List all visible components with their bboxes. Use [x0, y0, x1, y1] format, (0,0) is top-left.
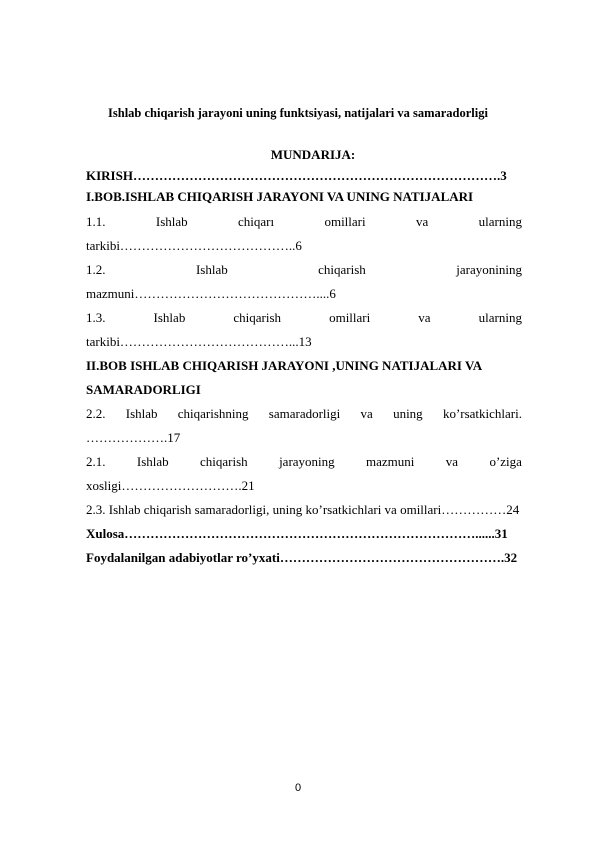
- toc-entry-1-3-cont: tarkibi…………………………………...13: [86, 334, 312, 349]
- toc-word: va: [445, 454, 459, 469]
- toc-chapter-2: II.BOB ISHLAB CHIQARISH JARAYONI ,UNING NATIJALARI VA: [86, 358, 483, 373]
- toc-word: 1.2.: [86, 262, 106, 277]
- toc-word: ularning: [478, 310, 522, 325]
- toc-word: Ishlab: [153, 310, 186, 325]
- toc-word: 1.1.: [86, 214, 106, 229]
- toc-word: Ishlab: [125, 406, 158, 421]
- toc-word: chiqarishning: [177, 406, 249, 421]
- toc-entry-2-2: [86, 405, 522, 423]
- toc-word: 2.2.: [86, 406, 106, 421]
- toc-word: jarayoning: [279, 454, 335, 469]
- toc-word: samaradorligi: [268, 406, 341, 421]
- toc-word: chiqarish: [200, 454, 248, 469]
- toc-word: o’ziga: [489, 454, 522, 469]
- toc-entry-1-1: [86, 213, 522, 231]
- toc-entry-2-2-cont: ……………….17: [86, 430, 181, 445]
- toc-chapter-2-cont: SAMARADORLIGI: [86, 382, 201, 397]
- toc-entry-2-1: [86, 453, 522, 471]
- toc-entry-1-1-cont: tarkibi…………………………………..6: [86, 238, 302, 253]
- toc-word: omillari: [329, 310, 371, 325]
- toc-word: chiqarı: [238, 214, 275, 229]
- toc-chapter-1: I.BOB.ISHLAB CHIQARISH JARAYONI VA UNING NATIJALARI: [86, 189, 474, 204]
- toc-word: omillari: [324, 214, 366, 229]
- toc-word: Ishlab: [155, 214, 188, 229]
- toc-word: 1.3.: [86, 310, 106, 325]
- toc-entry-conclusion: Xulosa………………………………………………………………………......31: [86, 526, 508, 541]
- toc-word: chiqarish: [233, 310, 282, 325]
- toc-word: va: [415, 214, 429, 229]
- toc-entry-1-2-cont: mazmuni……………………………………....6: [86, 286, 336, 301]
- toc-word: va: [418, 310, 431, 325]
- toc-word: va: [360, 406, 373, 421]
- toc-heading: MUNDARIJA:: [270, 147, 356, 162]
- toc-word: Ishlab: [195, 262, 228, 277]
- toc-entry-1-2: [86, 261, 522, 279]
- toc-entry-intro: KIRISH………………………………………………………………………….3: [86, 168, 507, 183]
- toc-entry-2-3: 2.3. Ishlab chiqarish samaradorligi, uning ko’rsatkichlari va omillari……………24: [86, 502, 520, 517]
- toc-word: Ishlab: [136, 454, 169, 469]
- document-title: Ishlab chiqarish jarayoni uning funktsiyasi, natijalari va samaradorligi: [108, 106, 488, 120]
- toc-word: ularning: [478, 214, 522, 229]
- toc-word: 2.1.: [86, 454, 106, 469]
- toc-word: uning: [393, 406, 423, 421]
- toc-word: jarayonining: [456, 262, 522, 277]
- toc-entry-1-3: [86, 309, 522, 327]
- toc-entry-2-1-cont: xosligi……………………….21: [86, 478, 255, 493]
- page-number: 0: [294, 782, 302, 794]
- toc-word: mazmuni: [366, 454, 415, 469]
- toc-word: chiqarish: [318, 262, 366, 277]
- toc-entry-references: Foydalanilgan adabiyotlar ro’yxati…………………………………………….32: [86, 550, 518, 565]
- toc-word: ko’rsatkichlari.: [442, 406, 522, 421]
